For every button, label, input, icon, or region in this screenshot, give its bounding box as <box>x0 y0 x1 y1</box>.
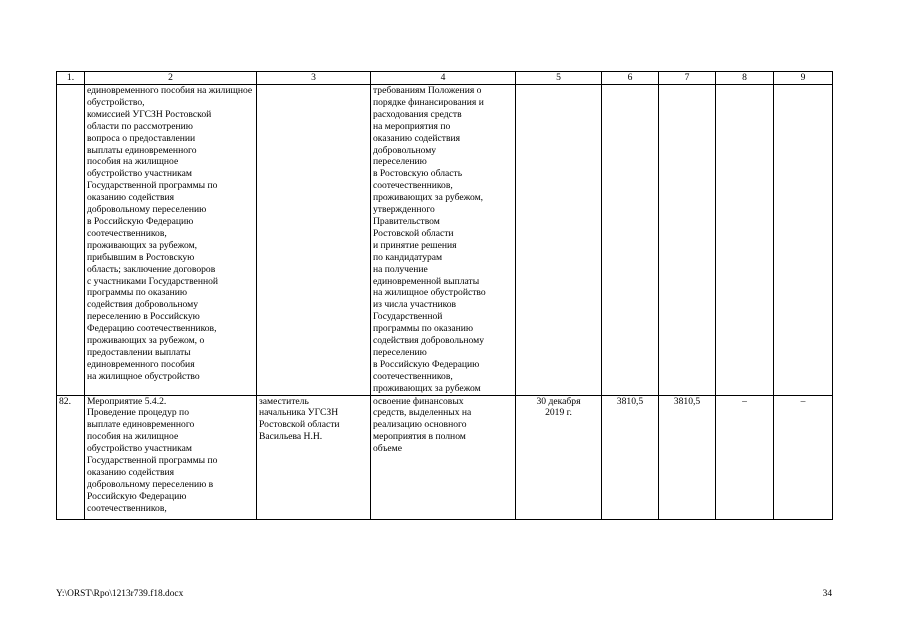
cont-cell-deadline <box>516 85 602 396</box>
row82-number <box>57 395 85 519</box>
row82-col8-text: – <box>742 395 747 407</box>
row82-deadline-text: 30 декабря 2019 г. <box>536 395 581 419</box>
header-cell-9: 9 <box>774 72 833 85</box>
cont-cell-result: требованиям Положения о порядке финансирования и расходования средств на мероприятия по оказанию содействия добровольному переселению в Ростовскую область соотечественников, проживающих за рубежом, утвержденного Правительством Ростовской области и принятие решения по кандидатурам на получение единовременной выплаты на жилищное обустройство из числа участников Государственной программы по оказанию содействия добровольному переселению в Российскую Федерацию соотечественников, проживающих за рубежом <box>371 85 516 396</box>
header-cell-8: 8 <box>716 72 774 85</box>
page-number: 34 <box>822 589 832 599</box>
row82-responsible-text: заместитель начальника УГСЗН Ростовской области Васильева Н.Н. <box>259 395 340 443</box>
row82-activity <box>85 395 257 519</box>
header-cell-3: 3 <box>257 72 371 85</box>
row82-result-text: освоение финансовых средств, выделенных на реализацию основного мероприятия в полном объеме <box>373 395 472 455</box>
footer-file-path: Y:\ORST\Rpo\1213r739.f18.docx <box>56 589 184 599</box>
cont-cell-9 <box>774 85 833 396</box>
cont-cell-responsible <box>257 85 371 396</box>
header-cell-4: 4 <box>371 72 516 85</box>
row82-deadline <box>516 395 602 519</box>
row82-col8 <box>716 395 774 519</box>
table-row-continued <box>57 85 833 396</box>
row82-col9-text: – <box>800 395 806 407</box>
header-cell-2: 2 <box>85 72 257 85</box>
row82-col6-text: 3810,5 <box>616 395 644 407</box>
cont-cell-activity: единовременного пособия на жилищное обустройство, комиссией УГСЗН Ростовской области по рассмотрению вопроса о предоставлении выплаты единовременного пособия на жилищное обустройство участникам Государственной программы по оказанию содействия добровольному переселению в Российскую Федерацию соотечественников, проживающих за рубежом, прибывшим в Ростовскую область; заключение договоров с участниками Государственной программы по оказанию содействия добровольному переселению в Российскую Федерацию соотечественников, проживающих за рубежом, о предоставлении выплаты единовременного пособия на жилищное обустройство <box>85 85 257 396</box>
row82-col7 <box>659 395 716 519</box>
row82-number-text: 82. <box>59 395 71 407</box>
cont-cell-8 <box>716 85 774 396</box>
row82-col6 <box>602 395 659 519</box>
row82-result <box>371 395 516 519</box>
header-cell-5: 5 <box>516 72 602 85</box>
cont-cell-7 <box>659 85 716 396</box>
header-cell-1: 1. <box>57 72 85 85</box>
cont-cell-number <box>57 85 85 396</box>
document-table <box>56 71 833 520</box>
cont-cell-6 <box>602 85 659 396</box>
row82-col7-text: 3810,5 <box>673 395 701 407</box>
header-cell-7: 7 <box>659 72 716 85</box>
header-cell-6: 6 <box>602 72 659 85</box>
row82-activity-text: Мероприятие 5.4.2. Проведение процедур по выплате единовременного пособия на жилищное обустройство участникам Государственной программы по оказанию содействия добровольному переселению в Российскую Федерацию соотечественников, <box>87 395 218 514</box>
row82-col9 <box>774 395 833 519</box>
row82-responsible <box>257 395 371 519</box>
table-row-82 <box>57 395 833 519</box>
table-header-row <box>57 72 833 85</box>
